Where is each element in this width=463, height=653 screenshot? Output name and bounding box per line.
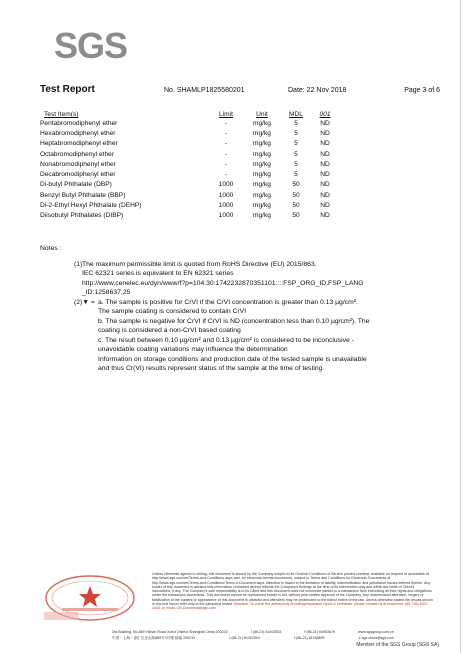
table-row xyxy=(40,139,340,149)
limit-value: - xyxy=(224,119,228,127)
website: www.sgsgroup.com.cn xyxy=(358,630,394,634)
mdl-value: 5 xyxy=(294,160,298,168)
note-1 xyxy=(40,260,440,298)
table-header xyxy=(40,108,340,118)
unit-value: mg/kg xyxy=(253,212,271,220)
result-value: ND xyxy=(320,171,330,179)
note-2-line: unavoidable coating variations may influence the determination xyxy=(98,346,288,353)
disclaimer-text: Unless otherwise agreed in writing, this document is issued by the Company subject to its General Conditions of Service printed overleaf, available on request or accessible at http://www.sgs.com/en/Terms-and-Conditions.aspx and, for electronic format documents, subject to Terms and Conditions for Electronic Documents at http://www.sgs.com/en/Terms-and-Conditions/Terms-e-Document.aspx. Attention is drawn to the limitation of liability, indemnification and jurisdiction issues defined therein. Any holder of this document is advised that information contained hereon reflects the Company's findings at the time of its intervention only and within the limits of Client's instructions, if any. The Company's sole responsibility is to its Client and this document does not exonerate parties to a transaction from exercising all their rights and obligations under the transaction documents. This document cannot be reproduced except in full, without prior written approval of the Company. Any unauthorized alteration, forgery or falsification of the content or appearance of this document is unlawful and offenders may be prosecuted to the fullest extent of the law. Unless otherwise stated the results shown in this test report refer only to the sample(s) tested. xyxy=(152,572,433,607)
test-item: Nonabromodiphenyl ether xyxy=(40,160,116,168)
fax-2: f (86-21) 61156899 xyxy=(294,636,325,640)
page-number: Page 3 of 6 xyxy=(404,87,440,94)
note-2-line: Information on storage conditions and production date of the tested sample is unavailable xyxy=(98,355,367,363)
note-2 xyxy=(40,298,440,374)
logo-text: SGS xyxy=(54,25,128,66)
report-title: Test Report xyxy=(40,84,95,95)
footer-address-en xyxy=(112,630,394,634)
limit-value: 1000 xyxy=(218,181,234,189)
results-table xyxy=(40,108,340,221)
result-value: ND xyxy=(320,160,330,168)
header-test-items: Test Item(s) xyxy=(44,111,79,118)
mdl-value: 5 xyxy=(294,119,298,127)
note-1-line: IEC 62321 series is equivalent to EN 62321 series xyxy=(82,270,234,277)
result-value: ND xyxy=(320,181,330,189)
mdl-value: 5 xyxy=(294,140,298,148)
note-1-line: _ID:1258637,25 xyxy=(82,289,131,296)
fax-1: f (86-21) 64953679 xyxy=(304,630,335,634)
table-row xyxy=(40,118,340,128)
unit-value: mg/kg xyxy=(253,202,271,210)
note-1-line: The maximum permissible limit is quoted from RoHS Directive (EU) 2015/863. xyxy=(82,260,317,268)
note-2-line: c. The result between 0.10 µg/cm² and 0.13 µg/cm² is considered to be inconclusive - xyxy=(98,336,354,344)
table-row xyxy=(40,200,340,210)
test-item: Di-butyl Phthalate (DBP) xyxy=(40,181,112,189)
test-item: Diisobutyl Phthalates (DIBP) xyxy=(40,212,124,220)
member-statement: Member of the SGS Group (SGS SA) xyxy=(356,642,439,648)
unit-value: mg/kg xyxy=(253,160,271,168)
table-body xyxy=(40,118,340,221)
table-row xyxy=(40,180,340,190)
report-header xyxy=(40,84,440,98)
limit-value: - xyxy=(224,171,228,179)
header-limit: Limit xyxy=(219,111,233,118)
note-2-line: and thus Cr(VI) results represent status of the sample at the time of testing. xyxy=(98,365,325,372)
mdl-value: 5 xyxy=(294,150,298,158)
unit-value: mg/kg xyxy=(253,181,271,189)
unit-value: mg/kg xyxy=(253,129,271,137)
table-row xyxy=(40,159,340,169)
notes-title: Notes : xyxy=(40,245,62,252)
limit-value: 1000 xyxy=(218,191,234,199)
header-mdl: MDL xyxy=(289,111,303,118)
unit-value: mg/kg xyxy=(253,140,271,148)
result-value: ND xyxy=(320,140,330,148)
header-result: 001 xyxy=(319,111,331,118)
mdl-value: 5 xyxy=(294,171,298,179)
address-cn: 中国・上海・徐汇区宜山路889号3号楼 邮编 200233 xyxy=(112,636,196,640)
result-value: ND xyxy=(320,119,330,127)
page-edge xyxy=(460,0,461,653)
note-2-line: a. The sample is positive for CrVI if the CrVI concentration is greater than 0.13 µg/cm². xyxy=(98,298,358,306)
limit-value: 1000 xyxy=(218,212,234,220)
unit-value: mg/kg xyxy=(253,119,271,127)
result-value: ND xyxy=(320,191,330,199)
mdl-value: 50 xyxy=(292,181,300,189)
test-item: Pentabromodiphenyl ether xyxy=(40,119,118,127)
footer-disclaimer xyxy=(152,572,434,611)
unit-value: mg/kg xyxy=(253,150,271,158)
note-1-number: (1) xyxy=(74,260,83,268)
report-date: Date: 22 Nov 2018 xyxy=(288,87,347,94)
inspection-stamp xyxy=(40,572,140,622)
header-unit: Unit xyxy=(256,111,268,118)
table-row xyxy=(40,128,340,138)
result-value: ND xyxy=(320,129,330,137)
report-number: No. SHAMLP1825580201 xyxy=(164,87,245,94)
limit-value: - xyxy=(224,150,228,158)
note-2-line: The sample coating is considered to contain CrVI xyxy=(98,308,247,315)
table-row xyxy=(40,169,340,179)
note-2-number: (2)▼ = xyxy=(74,298,95,306)
telephone-1: t (86-21) 61402553 xyxy=(250,630,282,634)
limit-value: - xyxy=(224,160,228,168)
limit-value: - xyxy=(224,140,228,148)
footer-address-cn xyxy=(112,636,394,641)
table-row xyxy=(40,149,340,159)
test-item: Decabromodiphenyl ether xyxy=(40,171,116,179)
table-row xyxy=(40,211,340,221)
table-row xyxy=(40,190,340,200)
result-value: ND xyxy=(320,202,330,210)
mdl-value: 50 xyxy=(292,191,300,199)
result-value: ND xyxy=(320,150,330,158)
attention-text: Attention: To check the authenticity of testing/inspection report & certificate, please contact us at telephone: (86-755) 8307 1443, or email: CN.Doccheck@sgs.com xyxy=(152,602,428,611)
limit-value: - xyxy=(224,129,228,137)
telephone-2: t (86-21) 61402594 xyxy=(229,636,260,640)
mdl-value: 50 xyxy=(292,202,300,210)
result-value: ND xyxy=(320,212,330,220)
mdl-value: 5 xyxy=(294,129,298,137)
test-item: Heptabromodiphenyl ether xyxy=(40,140,118,148)
limit-value: 1000 xyxy=(218,202,234,210)
email: e sgs.china@sgs.com xyxy=(358,636,394,640)
note-1-text xyxy=(82,260,440,298)
notes-section xyxy=(40,244,440,374)
address-en: 3rd Building, No.889 Yishan Road Xuhui District Shanghai China 200233 xyxy=(112,630,228,634)
mdl-value: 50 xyxy=(292,212,300,220)
note-1-line: http://www.cenelec.eu/dyn/www/f?p=104:30:1742232870351101::::FSP_ORG_ID,FSP_LANG xyxy=(82,279,364,287)
test-item: Hexabromodiphenyl ether xyxy=(40,129,116,137)
test-item: Octabromodiphenyl ether xyxy=(40,150,115,158)
unit-value: mg/kg xyxy=(253,191,271,199)
note-2-line: coating is considered a non-CrVI based coating xyxy=(98,327,241,334)
note-2-text xyxy=(98,298,440,374)
note-2-line: b. The sample is negative for CrVI if CrVI is ND (concentration less than 0.10 µg/cm²). The xyxy=(98,317,370,325)
sgs-logo xyxy=(54,26,128,66)
unit-value: mg/kg xyxy=(253,171,271,179)
test-item: Di-2-Ethyl Hexyl Phthalate (DEHP) xyxy=(40,202,142,210)
test-item: Benzyl Butyl Phthalate (BBP) xyxy=(40,191,126,199)
